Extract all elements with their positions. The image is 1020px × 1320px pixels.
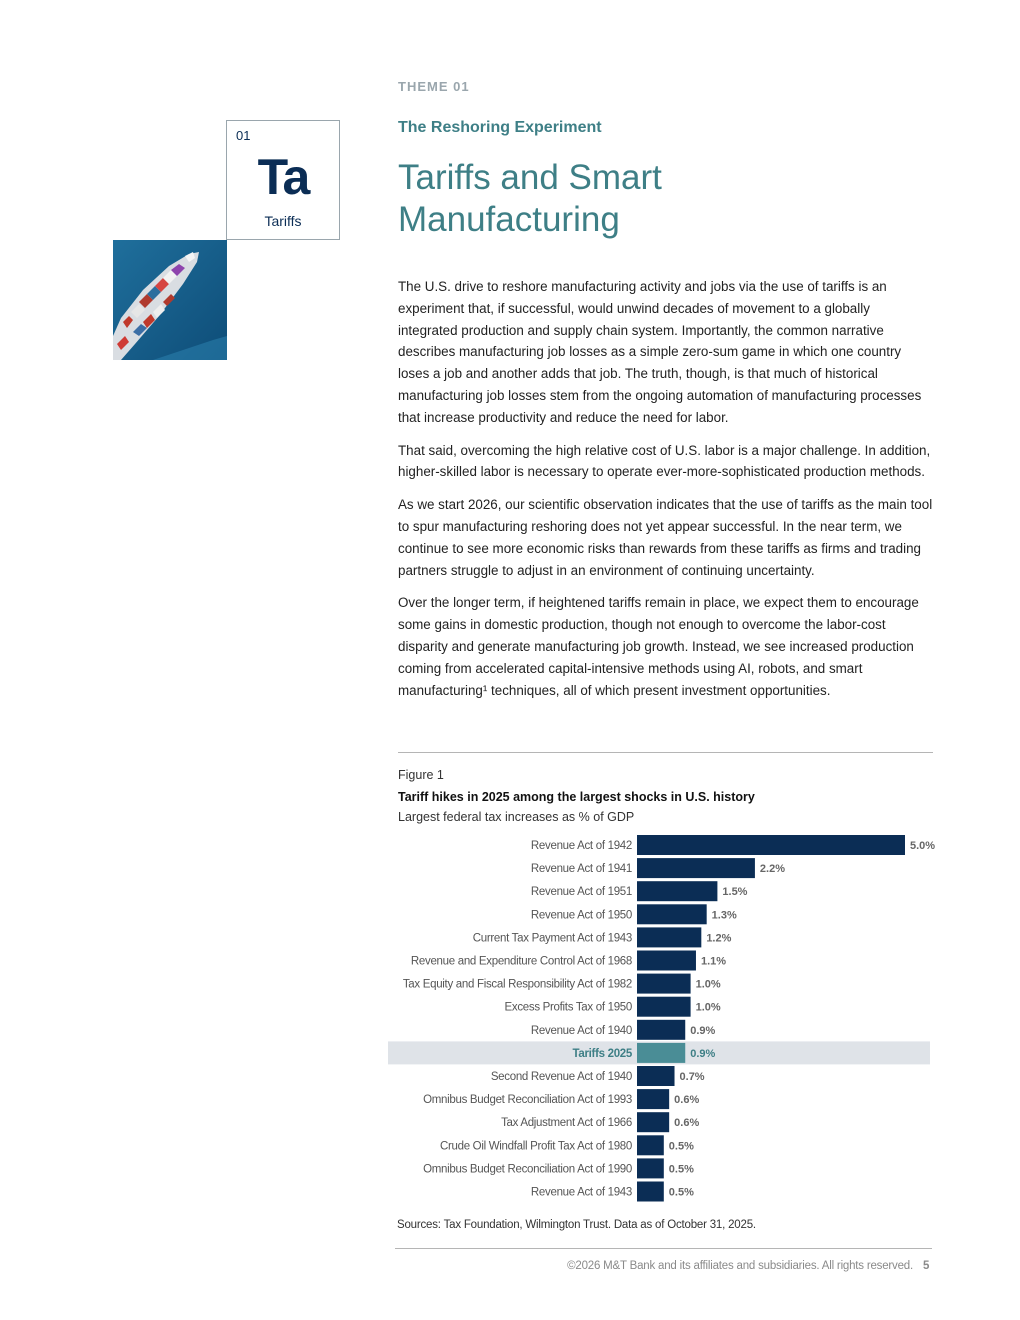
bar — [637, 951, 696, 971]
category-label: Tax Equity and Fiscal Responsibility Act of 1982 — [402, 978, 632, 991]
bar — [637, 927, 701, 947]
category-label: Omnibus Budget Reconciliation Act of 1993 — [423, 1094, 632, 1107]
body-paragraph: As we start 2026, our scientific observation indicates that the use of tariffs as the main tool to spur manufacturing reshoring does not yet appear successful. In the near term, we continue to see more economic risks than rewards from these tariffs as firms and trading partners struggle to adjust in an environment of continuing uncertainty. — [398, 497, 933, 578]
bar — [637, 1089, 669, 1109]
bar — [637, 881, 717, 901]
value-label: 0.5% — [668, 1140, 694, 1153]
tile-symbol: Ta — [257, 149, 309, 205]
body-paragraph: Over the longer term, if heightened tariffs remain in place, we expect them to encourage some gains in domestic production, though not enough to overcome the labor-cost disparity and generate manufacturing job growth. Instead, we see increased production coming from accelerated capital-intensive methods using AI, robots, and smart manufacturing¹ techniques, all of which present investment opportunities. — [398, 595, 919, 698]
page-number: 5 — [923, 1260, 930, 1272]
bar — [637, 1066, 675, 1086]
category-label: Revenue Act of 1940 — [530, 1024, 632, 1037]
bar — [637, 997, 691, 1017]
value-label: 2.2% — [759, 863, 785, 876]
figure-title: Tariff hikes in 2025 among the largest shocks in U.S. history — [398, 790, 755, 804]
page-title: Tariffs and Smart Manufacturing — [398, 158, 662, 239]
category-label: Revenue Act of 1951 — [530, 886, 632, 899]
bar — [637, 1020, 685, 1040]
value-label: 0.5% — [668, 1163, 694, 1176]
bar — [637, 904, 707, 924]
footer-divider — [395, 1248, 932, 1249]
value-label: 1.0% — [695, 978, 721, 991]
value-label: 1.1% — [700, 955, 727, 968]
body-paragraph: The U.S. drive to reshore manufacturing activity and jobs via the use of tariffs is an experiment that, if successful, would unwind decades of movement to a globally integrated production and supply chain system. Importantly, the common narrative describes manufacturing job losses as a simple zero-sum game in which one country loses a job and another adds that job. The truth, though, is that much of historical manufacturing job losses stem from the ongoing automation of manufacturing processes that increase productivity and reduce the need for labor. — [398, 279, 922, 425]
category-label: Tax Adjustment Act of 1966 — [501, 1117, 632, 1130]
tile-number: 01 — [236, 128, 251, 143]
value-label: 0.7% — [679, 1071, 705, 1083]
value-label: 0.9% — [690, 1024, 716, 1037]
bar — [637, 1135, 664, 1155]
tax-increase-bar-chart — [380, 830, 980, 1210]
figure-subtitle: Largest federal tax increases as % of GDP — [398, 810, 635, 824]
figure-label: Figure 1 — [398, 768, 444, 782]
bar — [637, 1112, 669, 1132]
category-label: Crude Oil Windfall Profit Tax Act of 1980 — [439, 1140, 632, 1153]
bar — [637, 858, 755, 878]
bar — [637, 1182, 664, 1202]
value-label: 0.9% — [690, 1047, 716, 1060]
bar — [637, 1158, 664, 1178]
figure-divider — [398, 752, 933, 753]
category-label: Second Revenue Act of 1940 — [490, 1071, 632, 1083]
value-label: 1.2% — [706, 932, 732, 945]
value-label: 0.6% — [674, 1094, 700, 1107]
bar — [637, 974, 691, 994]
bar — [637, 1043, 685, 1063]
value-label: 1.3% — [711, 909, 737, 922]
value-label: 0.6% — [674, 1117, 700, 1130]
category-label: Excess Profits Tax of 1950 — [504, 1001, 632, 1014]
category-label: Revenue Act of 1942 — [530, 840, 632, 852]
tile-name: Tariffs — [264, 213, 302, 229]
value-label: 1.5% — [722, 886, 748, 899]
bar — [637, 835, 905, 855]
section-subtitle: The Reshoring Experiment — [398, 119, 602, 136]
body-paragraph: That said, overcoming the high relative cost of U.S. labor is a major challenge. In addition, higher-skilled labor is necessary to operate ever-more-sophisticated production methods. — [398, 442, 931, 480]
category-label: Current Tax Payment Act of 1943 — [472, 932, 632, 945]
category-label: Tariffs 2025 — [572, 1047, 632, 1060]
copyright-notice: ©2026 M&T Bank and its affiliates and subsidiaries. All rights reserved. — [567, 1260, 913, 1272]
periodic-tile — [226, 120, 340, 240]
category-label: Revenue Act of 1943 — [530, 1186, 632, 1199]
value-label: 0.5% — [668, 1186, 694, 1199]
category-label: Omnibus Budget Reconciliation Act of 1990 — [423, 1163, 632, 1176]
theme-label: THEME 01 — [398, 79, 470, 94]
category-label: Revenue Act of 1950 — [530, 909, 632, 922]
figure-source: Sources: Tax Foundation, Wilmington Trust. Data as of October 31, 2025. — [397, 1219, 756, 1231]
container-ship-image — [113, 240, 227, 360]
category-label: Revenue and Expenditure Control Act of 1968 — [410, 955, 632, 968]
category-label: Revenue Act of 1941 — [530, 863, 632, 876]
value-label: 5.0% — [910, 840, 936, 852]
value-label: 1.0% — [695, 1001, 721, 1014]
body-text — [398, 276, 933, 712]
